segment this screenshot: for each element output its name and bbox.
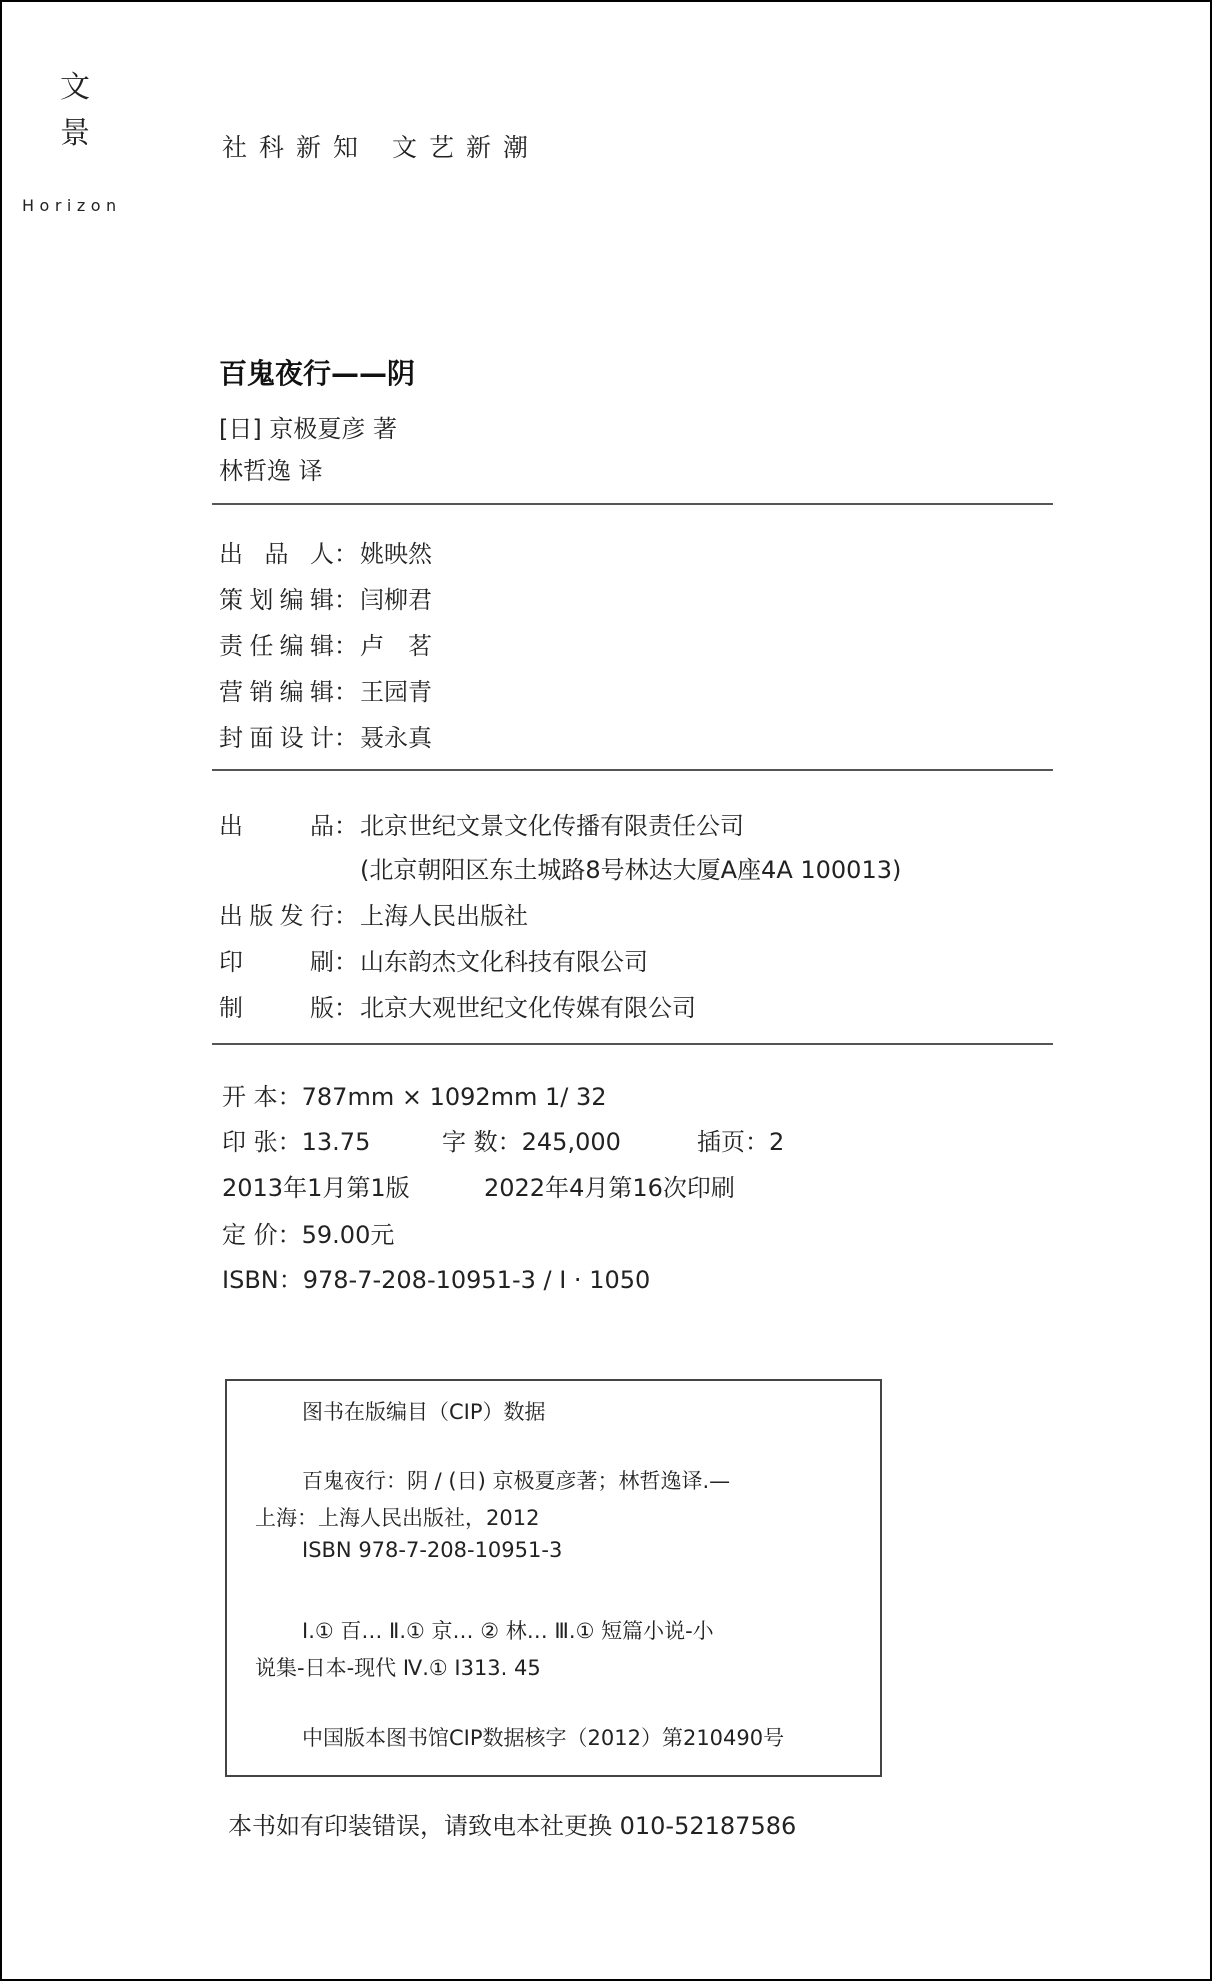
price-label: 定 价 (222, 1221, 278, 1249)
staff-row: 出 品 人 ： 姚映然 (219, 534, 432, 569)
spec-format: 开 本：787mm × 1092mm 1/ 32 (222, 1083, 607, 1111)
staff-row: 营销编辑 ： 王园青 (219, 672, 432, 707)
staff-row: 策划编辑 ： 闫柳君 (219, 580, 432, 615)
book-author: [日] 京极夏彦 著 (219, 415, 397, 443)
words-value: 245,000 (521, 1128, 621, 1156)
sheets-label: 印 张 (222, 1128, 278, 1156)
format-label: 开 本 (222, 1083, 278, 1111)
staff-label: 策划编辑 (219, 586, 334, 614)
slogan-left: 社科新知 (222, 133, 371, 162)
staff-value: 姚映然 (360, 540, 432, 568)
publisher-address: (北京朝阳区东土城路8号林达大厦A座4A 100013) (360, 856, 902, 884)
staff-label: 营销编辑 (219, 678, 334, 706)
staff-row: 封面设计 ： 聂永真 (219, 718, 432, 753)
logo-char-wen: 文 (60, 70, 90, 105)
slogan (222, 128, 540, 164)
publishing-row (219, 850, 901, 885)
book-title: 百鬼夜行——阴 (219, 357, 416, 390)
publishing-value: 北京大观世纪文化传媒有限公司 (360, 994, 696, 1022)
divider-1 (212, 503, 1053, 505)
price-value: 59.00元 (301, 1221, 395, 1249)
cip-line-1: 百鬼夜行：阴 / (日) 京极夏彦著；林哲逸译.— (302, 1469, 731, 1493)
spec-edition (222, 1168, 735, 1203)
cip-line-6: 中国版本图书馆CIP数据核字（2012）第210490号 (302, 1726, 785, 1750)
publishing-row: 制 版 ： 北京大观世纪文化传媒有限公司 (219, 988, 696, 1023)
publishing-row: 印 刷 ： 山东韵杰文化科技有限公司 (219, 942, 648, 977)
cip-line-5: 说集-日本-现代 Ⅳ.① I313. 45 (255, 1656, 541, 1680)
printing-text: 2022年4月第16次印刷 (484, 1174, 735, 1202)
publishing-row: 出 品 ： 北京世纪文景文化传播有限责任公司 (219, 806, 744, 841)
publishing-label: 出版发行 (219, 902, 334, 930)
logo-char-jing: 景 (60, 116, 90, 151)
plates-value: 2 (769, 1128, 785, 1156)
edition-text: 2013年1月第1版 (222, 1174, 410, 1202)
cip-line-4: Ⅰ.① 百… Ⅱ.① 京… ② 林… Ⅲ.① 短篇小说-小 (302, 1619, 714, 1643)
format-value: 787mm × 1092mm 1/ 32 (301, 1083, 607, 1111)
publishing-value: 上海人民出版社 (360, 902, 528, 930)
publishing-value: 北京世纪文景文化传播有限责任公司 (360, 812, 744, 840)
publishing-label: 印 刷 (219, 948, 334, 976)
divider-2 (212, 769, 1053, 771)
cip-heading: 图书在版编目（CIP）数据 (302, 1400, 546, 1424)
staff-value: 王园青 (360, 678, 432, 706)
staff-row: 责任编辑 ： 卢 茗 (219, 626, 432, 661)
spec-price: 定 价：59.00元 (222, 1221, 395, 1249)
plates-label: 插页 (697, 1128, 745, 1156)
staff-value: 闫柳君 (360, 586, 432, 614)
logo-english: Horizon (22, 196, 122, 215)
isbn-value: 978-7-208-10951-3 / I · 1050 (302, 1266, 651, 1294)
cip-data-box (225, 1379, 882, 1777)
staff-value: 卢 茗 (360, 632, 432, 660)
slogan-right: 文艺新潮 (392, 133, 541, 162)
staff-value: 聂永真 (360, 724, 432, 752)
publishing-value: 山东韵杰文化科技有限公司 (360, 948, 648, 976)
isbn-label: ISBN (222, 1266, 279, 1294)
words-label: 字 数 (442, 1128, 498, 1156)
misprint-notice: 本书如有印装错误，请致电本社更换 010-52187586 (228, 1812, 797, 1840)
staff-label: 封面设计 (219, 724, 334, 752)
staff-label: 责任编辑 (219, 632, 334, 660)
cip-line-3: ISBN 978-7-208-10951-3 (302, 1538, 563, 1562)
staff-label: 出 品 人 (219, 540, 334, 568)
spec-isbn: ISBN：978-7-208-10951-3 / I · 1050 (222, 1266, 651, 1294)
sheets-value: 13.75 (301, 1128, 371, 1156)
cip-line-2: 上海：上海人民出版社，2012 (255, 1506, 540, 1530)
publishing-label: 制 版 (219, 994, 334, 1022)
publishing-label: 出 品 (219, 812, 334, 840)
spec-sheets-words-plates: 印 张：13.75 字 数：245,000 插页：2 (222, 1128, 785, 1156)
book-translator: 林哲逸 译 (219, 457, 323, 485)
publishing-row: 出版发行 ： 上海人民出版社 (219, 896, 528, 931)
divider-3 (212, 1043, 1053, 1045)
